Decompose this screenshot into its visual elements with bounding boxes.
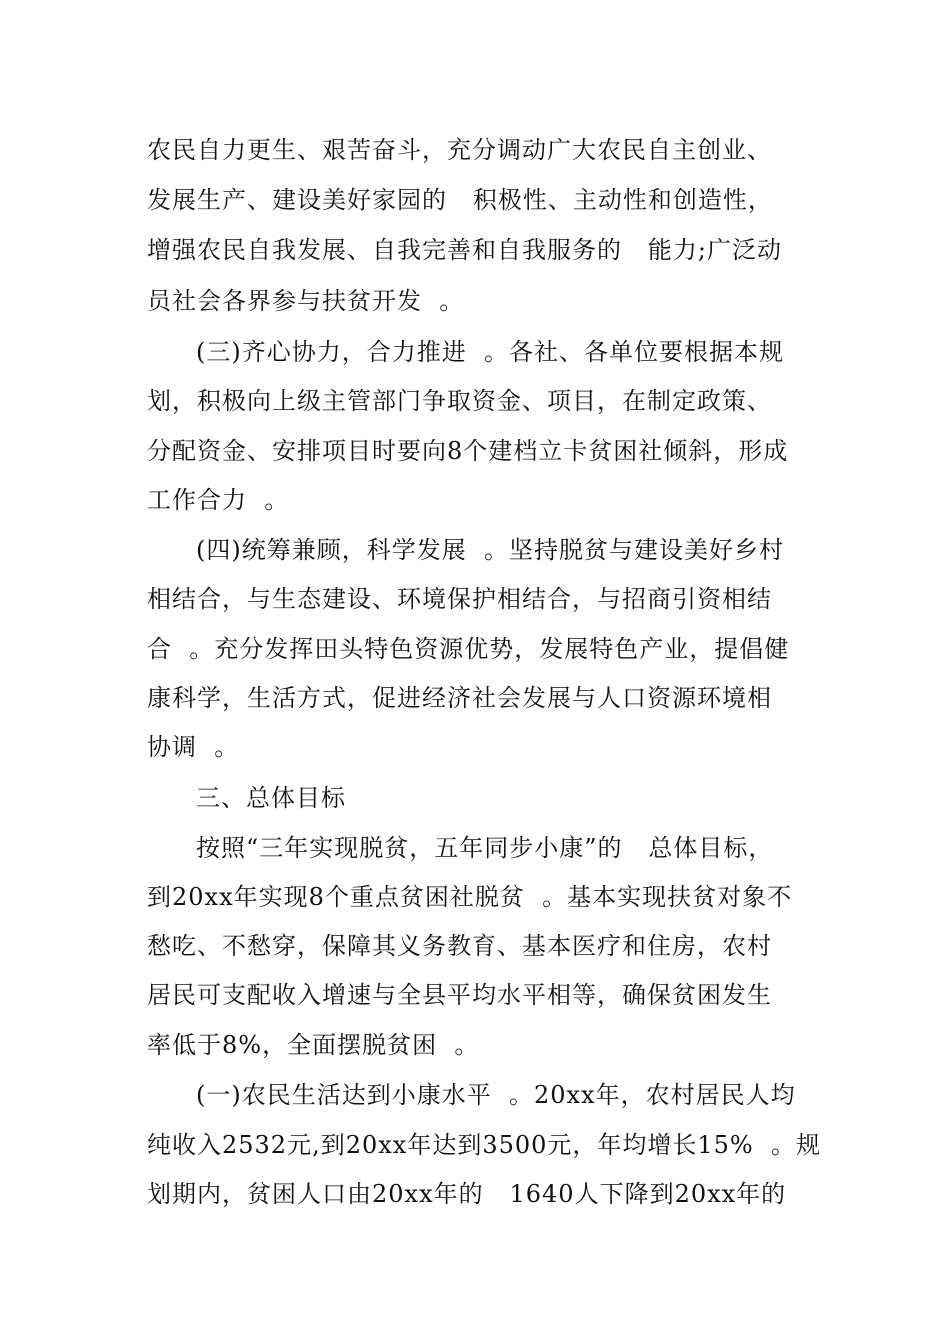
text-line: 到20xx年实现8个重点贫困社脱贫 。基本实现扶贫对象不: [147, 883, 793, 911]
text-line: 划期内，贫困人口由20xx年的 1640人下降到20xx年的: [147, 1180, 787, 1208]
text-line: 居民可支配收入增速与全县平均水平相等，确保贫困发生: [147, 981, 772, 1009]
text-line: 分配资金、安排项目时要向8个建档立卡贫困社倾斜，形成: [147, 437, 789, 465]
text-line: 率低于8%，全面摆脱贫困 。: [147, 1031, 480, 1059]
text-line: 愁吃、不愁穿，保障其义务教育、基本医疗和住房，农村: [147, 932, 772, 960]
paragraph-start-line: (三)齐心协力，合力推进 。各社、各单位要根据本规: [196, 338, 784, 366]
text-line: 相结合，与生态建设、环境保护相结合，与招商引资相结: [147, 585, 772, 613]
paragraph-start-line: (一)农民生活达到小康水平 。20xx年，农村居民人均: [196, 1081, 796, 1109]
paragraph-start-line: 按照“三年实现脱贫，五年同步小康”的 总体目标，: [196, 834, 774, 862]
text-line: 增强农民自我发展、自我完善和自我服务的 能力;广泛动: [147, 236, 782, 264]
text-line: 纯收入2532元,到20xx年达到3500元，年均增长15% 。规: [147, 1131, 821, 1159]
text-line: 员社会各界参与扶贫开发 。: [147, 287, 465, 315]
text-line: 发展生产、建设美好家园的 积极性、主动性和创造性，: [147, 186, 773, 214]
text-line: 协调 。: [147, 733, 240, 761]
paragraph-start-line: (四)统筹兼顾，科学发展 。坚持脱贫与建设美好乡村: [196, 536, 784, 564]
section-heading: 三、总体目标: [196, 784, 346, 812]
text-line: 康科学，生活方式，促进经济社会发展与人口资源环境相: [147, 684, 772, 712]
text-line: 农民自力更生、艰苦奋斗，充分调动广大农民自主创业、: [147, 136, 772, 164]
text-line: 工作合力 。: [147, 486, 290, 514]
text-line: 划，积极向上级主管部门争取资金、项目，在制定政策、: [147, 387, 772, 415]
text-line: 合 。充分发挥田头特色资源优势，发展特色产业，提倡健: [147, 635, 790, 663]
